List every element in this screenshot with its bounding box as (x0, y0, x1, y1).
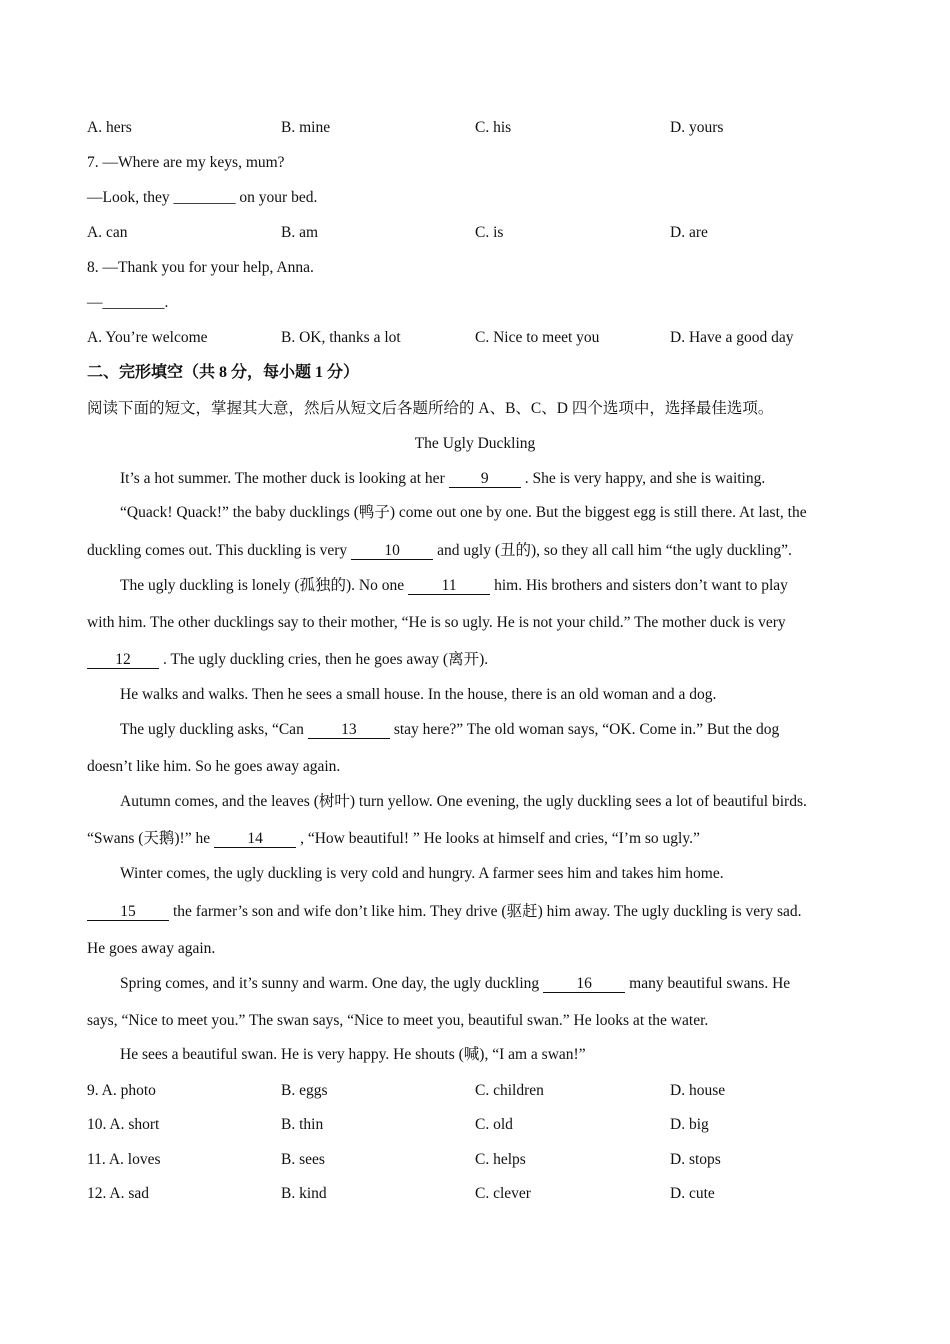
q11-options (87, 1150, 867, 1170)
q7-option-b: B. am (281, 224, 319, 241)
q6-options (87, 118, 867, 138)
q10-options (87, 1115, 867, 1135)
passage-line (120, 469, 765, 489)
q8-option-c: C. Nice to meet you (475, 329, 600, 346)
q10-option-b: B. thin (281, 1116, 324, 1133)
passage-text: “Swans (天鹅)!” he (87, 830, 211, 847)
section-instruction: 阅读下面的短文，掌握其大意，然后从短文后各题所给的 A、B、C、D 四个选项中，选择最佳选项。 (87, 400, 774, 417)
passage-text: . She is very happy, and she is waiting. (524, 470, 766, 487)
blank-10: 10 (351, 542, 433, 560)
q8-options (87, 328, 867, 348)
q11-option-d: D. stops (670, 1151, 721, 1168)
q8-stem: 8. —Thank you for your help, Anna. (87, 259, 314, 276)
passage-text: duckling comes out. This duckling is very (87, 542, 348, 559)
q11-option-a: 11. A. loves (87, 1151, 161, 1168)
q6-option-a: A. hers (87, 119, 132, 136)
blank-14: 14 (214, 830, 296, 848)
q12-option-d: D. cute (670, 1185, 715, 1202)
passage-text: him. His brothers and sisters don’t want to play (494, 577, 788, 594)
passage-text: , “How beautiful! ” He looks at himself and cries, “I’m so ugly.” (300, 830, 700, 847)
passage-line: with him. The other ducklings say to their mother, “He is so ugly. He is not your child.” The mother duck is very (87, 614, 786, 631)
passage-line (87, 902, 801, 922)
q8-option-d: D. Have a good day (670, 329, 794, 346)
q7-option-a: A. can (87, 224, 128, 241)
q8-option-a: A. You’re welcome (87, 329, 208, 346)
q12-option-c: C. clever (475, 1185, 531, 1202)
passage-line: doesn’t like him. So he goes away again. (87, 758, 341, 775)
passage-text: It’s a hot summer. The mother duck is looking at her (120, 470, 445, 487)
blank-12: 12 (87, 651, 159, 669)
passage-line (87, 829, 700, 849)
blank-11: 11 (408, 577, 490, 595)
passage-text: and ugly (丑的), so they all call him “the ugly duckling”. (437, 542, 792, 559)
passage-line: says, “Nice to meet you.” The swan says, “Nice to meet you, beautiful swan.” He looks at the water. (87, 1012, 709, 1029)
passage-title: The Ugly Duckling (414, 435, 536, 452)
passage-line: He goes away again. (87, 940, 216, 957)
q10-option-a: 10. A. short (87, 1116, 160, 1133)
passage-line: “Quack! Quack!” the baby ducklings (鸭子) come out one by one. But the biggest egg is still there. At last, the (120, 504, 807, 521)
q7-reply: —Look, they ________ on your bed. (87, 189, 318, 206)
passage-line: He walks and walks. Then he sees a small house. In the house, there is an old woman and a dog. (120, 686, 717, 703)
q7-options (87, 223, 867, 243)
passage-line: He sees a beautiful swan. He is very happy. He shouts (喊), “I am a swan!” (120, 1046, 586, 1063)
section-heading: 二、完形填空（共 8 分，每小题 1 分） (87, 364, 360, 381)
passage-text: many beautiful swans. He (629, 975, 791, 992)
passage-text: the farmer’s son and wife don’t like him. They drive (驱赶) him away. The ugly duckling is very sad. (173, 903, 802, 920)
q9-option-a: 9. A. photo (87, 1082, 156, 1099)
q10-option-d: D. big (670, 1116, 709, 1133)
passage-text: stay here?” The old woman says, “OK. Come in.” But the dog (393, 721, 780, 738)
q7-option-c: C. is (475, 224, 504, 241)
q6-option-b: B. mine (281, 119, 331, 136)
passage-line: Autumn comes, and the leaves (树叶) turn yellow. One evening, the ugly duckling sees a lot of beautiful birds. (120, 793, 807, 810)
q11-option-b: B. sees (281, 1151, 325, 1168)
passage-line (87, 541, 792, 561)
blank-15: 15 (87, 903, 169, 921)
passage-line (120, 974, 790, 994)
q9-option-b: B. eggs (281, 1082, 328, 1099)
q9-options (87, 1081, 867, 1101)
passage-line (120, 720, 779, 740)
passage-text: . The ugly duckling cries, then he goes away (离开). (163, 651, 489, 668)
passage-line (120, 576, 788, 596)
q7-option-d: D. are (670, 224, 708, 241)
q6-option-d: D. yours (670, 119, 724, 136)
q12-options (87, 1184, 867, 1204)
passage-line: Winter comes, the ugly duckling is very cold and hungry. A farmer sees him and takes him home. (120, 865, 724, 882)
passage-text: The ugly duckling is lonely (孤独的). No one (120, 577, 405, 594)
q10-option-c: C. old (475, 1116, 513, 1133)
blank-9: 9 (449, 470, 521, 488)
passage-line (87, 650, 488, 670)
q6-option-c: C. his (475, 119, 512, 136)
q12-option-b: B. kind (281, 1185, 327, 1202)
passage-text: Spring comes, and it’s sunny and warm. One day, the ugly duckling (120, 975, 540, 992)
q12-option-a: 12. A. sad (87, 1185, 149, 1202)
q11-option-c: C. helps (475, 1151, 526, 1168)
passage-text: The ugly duckling asks, “Can (120, 721, 304, 738)
q7-stem: 7. —Where are my keys, mum? (87, 154, 285, 171)
blank-13: 13 (308, 721, 390, 739)
q9-option-c: C. children (475, 1082, 544, 1099)
blank-16: 16 (543, 975, 625, 993)
q9-option-d: D. house (670, 1082, 726, 1099)
q8-option-b: B. OK, thanks a lot (281, 329, 401, 346)
q8-reply: —________. (87, 294, 169, 311)
